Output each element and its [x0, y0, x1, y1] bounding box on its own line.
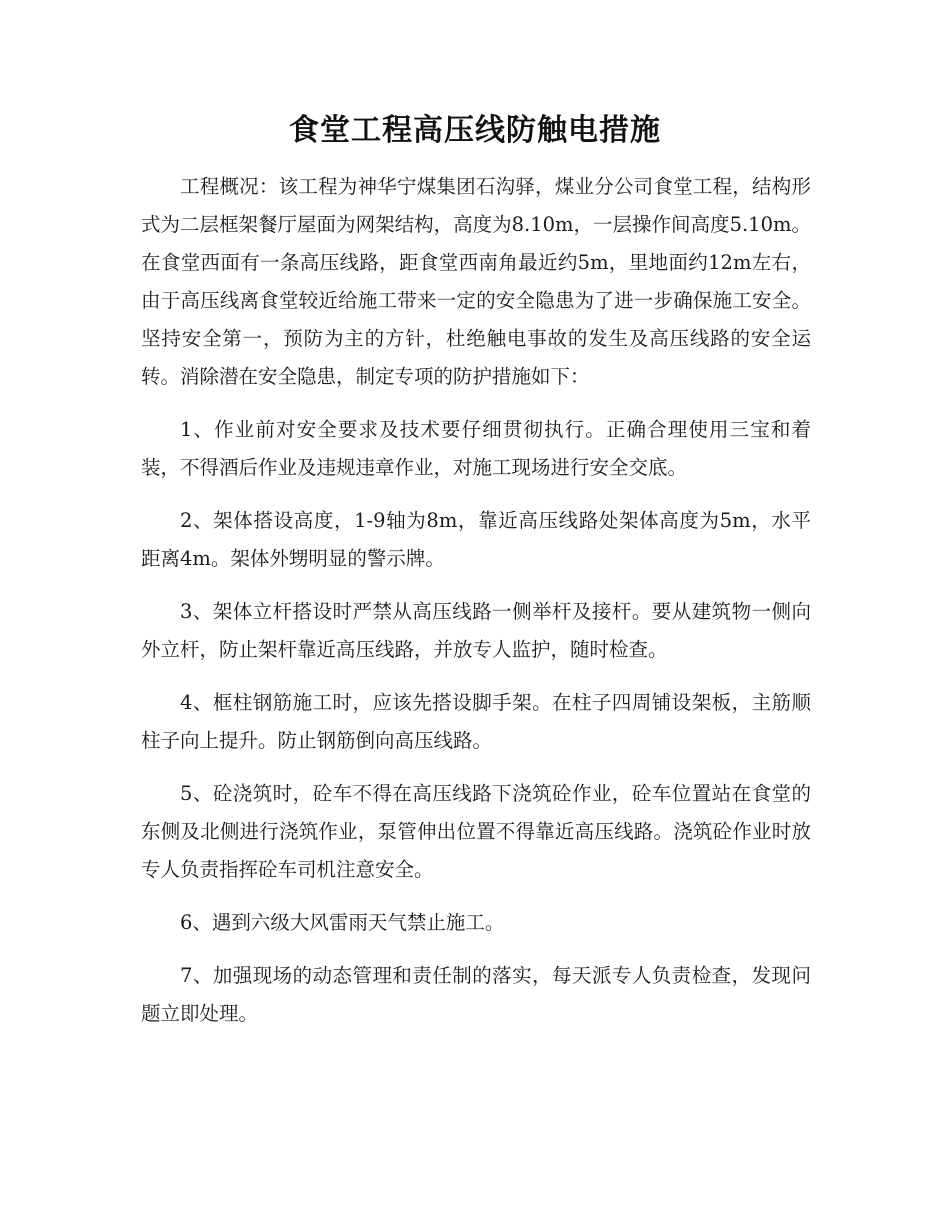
- measure-paragraph-6: 6、遇到六级大风雷雨天气禁止施工。: [180, 911, 505, 934]
- measure-paragraph-1: 1、作业前对安全要求及技术要仔细贯彻执行。正确合理使用三宝和着装，不得酒后作业及违规违章作业，对施工现场进行安全交底。: [141, 418, 811, 479]
- measure-paragraph-7: 7、加强现场的动态管理和责任制的落实，每天派专人负责检查，发现问题立即处理。: [141, 964, 811, 1025]
- overview-paragraph: 工程概况：该工程为神华宁煤集团石沟驿，煤业分公司食堂工程，结构形式为二层框架餐厅屋面为网架结构，高度为8.10m，一层操作间高度5.10m。在食堂西面有一条高压线路，距食堂西南角最近约5m，里地面约12m左右，由于高压线离食堂较近给施工带来一定的安全隐患为了进一步确保施工安全。坚持安全第一，预防为主的方针，杜绝触电事故的发生及高压线路的安全运转。消除潜在安全隐患，制定专项的防护措施如下：: [141, 175, 811, 388]
- measure-paragraph-2: 2、架体搭设高度，1-9轴为8m，靠近高压线路处架体高度为5m，水平距离4m。架体外甥明显的警示牌。: [141, 509, 811, 570]
- measure-paragraph-5: 5、砼浇筑时，砼车不得在高压线路下浇筑砼作业，砼车位置站在食堂的东侧及北侧进行浇筑作业，泵管伸出位置不得靠近高压线路。浇筑砼作业时放专人负责指挥砼车司机注意安全。: [141, 782, 811, 881]
- measure-paragraph-4: 4、框柱钢筋施工时，应该先搭设脚手架。在柱子四周铺设架板，主筋顺柱子向上提升。防止钢筋倒向高压线路。: [141, 691, 811, 752]
- document-title: 食堂工程高压线防触电措施: [289, 113, 661, 148]
- document-body: [141, 168, 811, 1033]
- measure-paragraph-3: 3、架体立杆搭设时严禁从高压线路一侧举杆及接杆。要从建筑物一侧向外立杆，防止架杆靠近高压线路，并放专人监护，随时检查。: [141, 600, 811, 661]
